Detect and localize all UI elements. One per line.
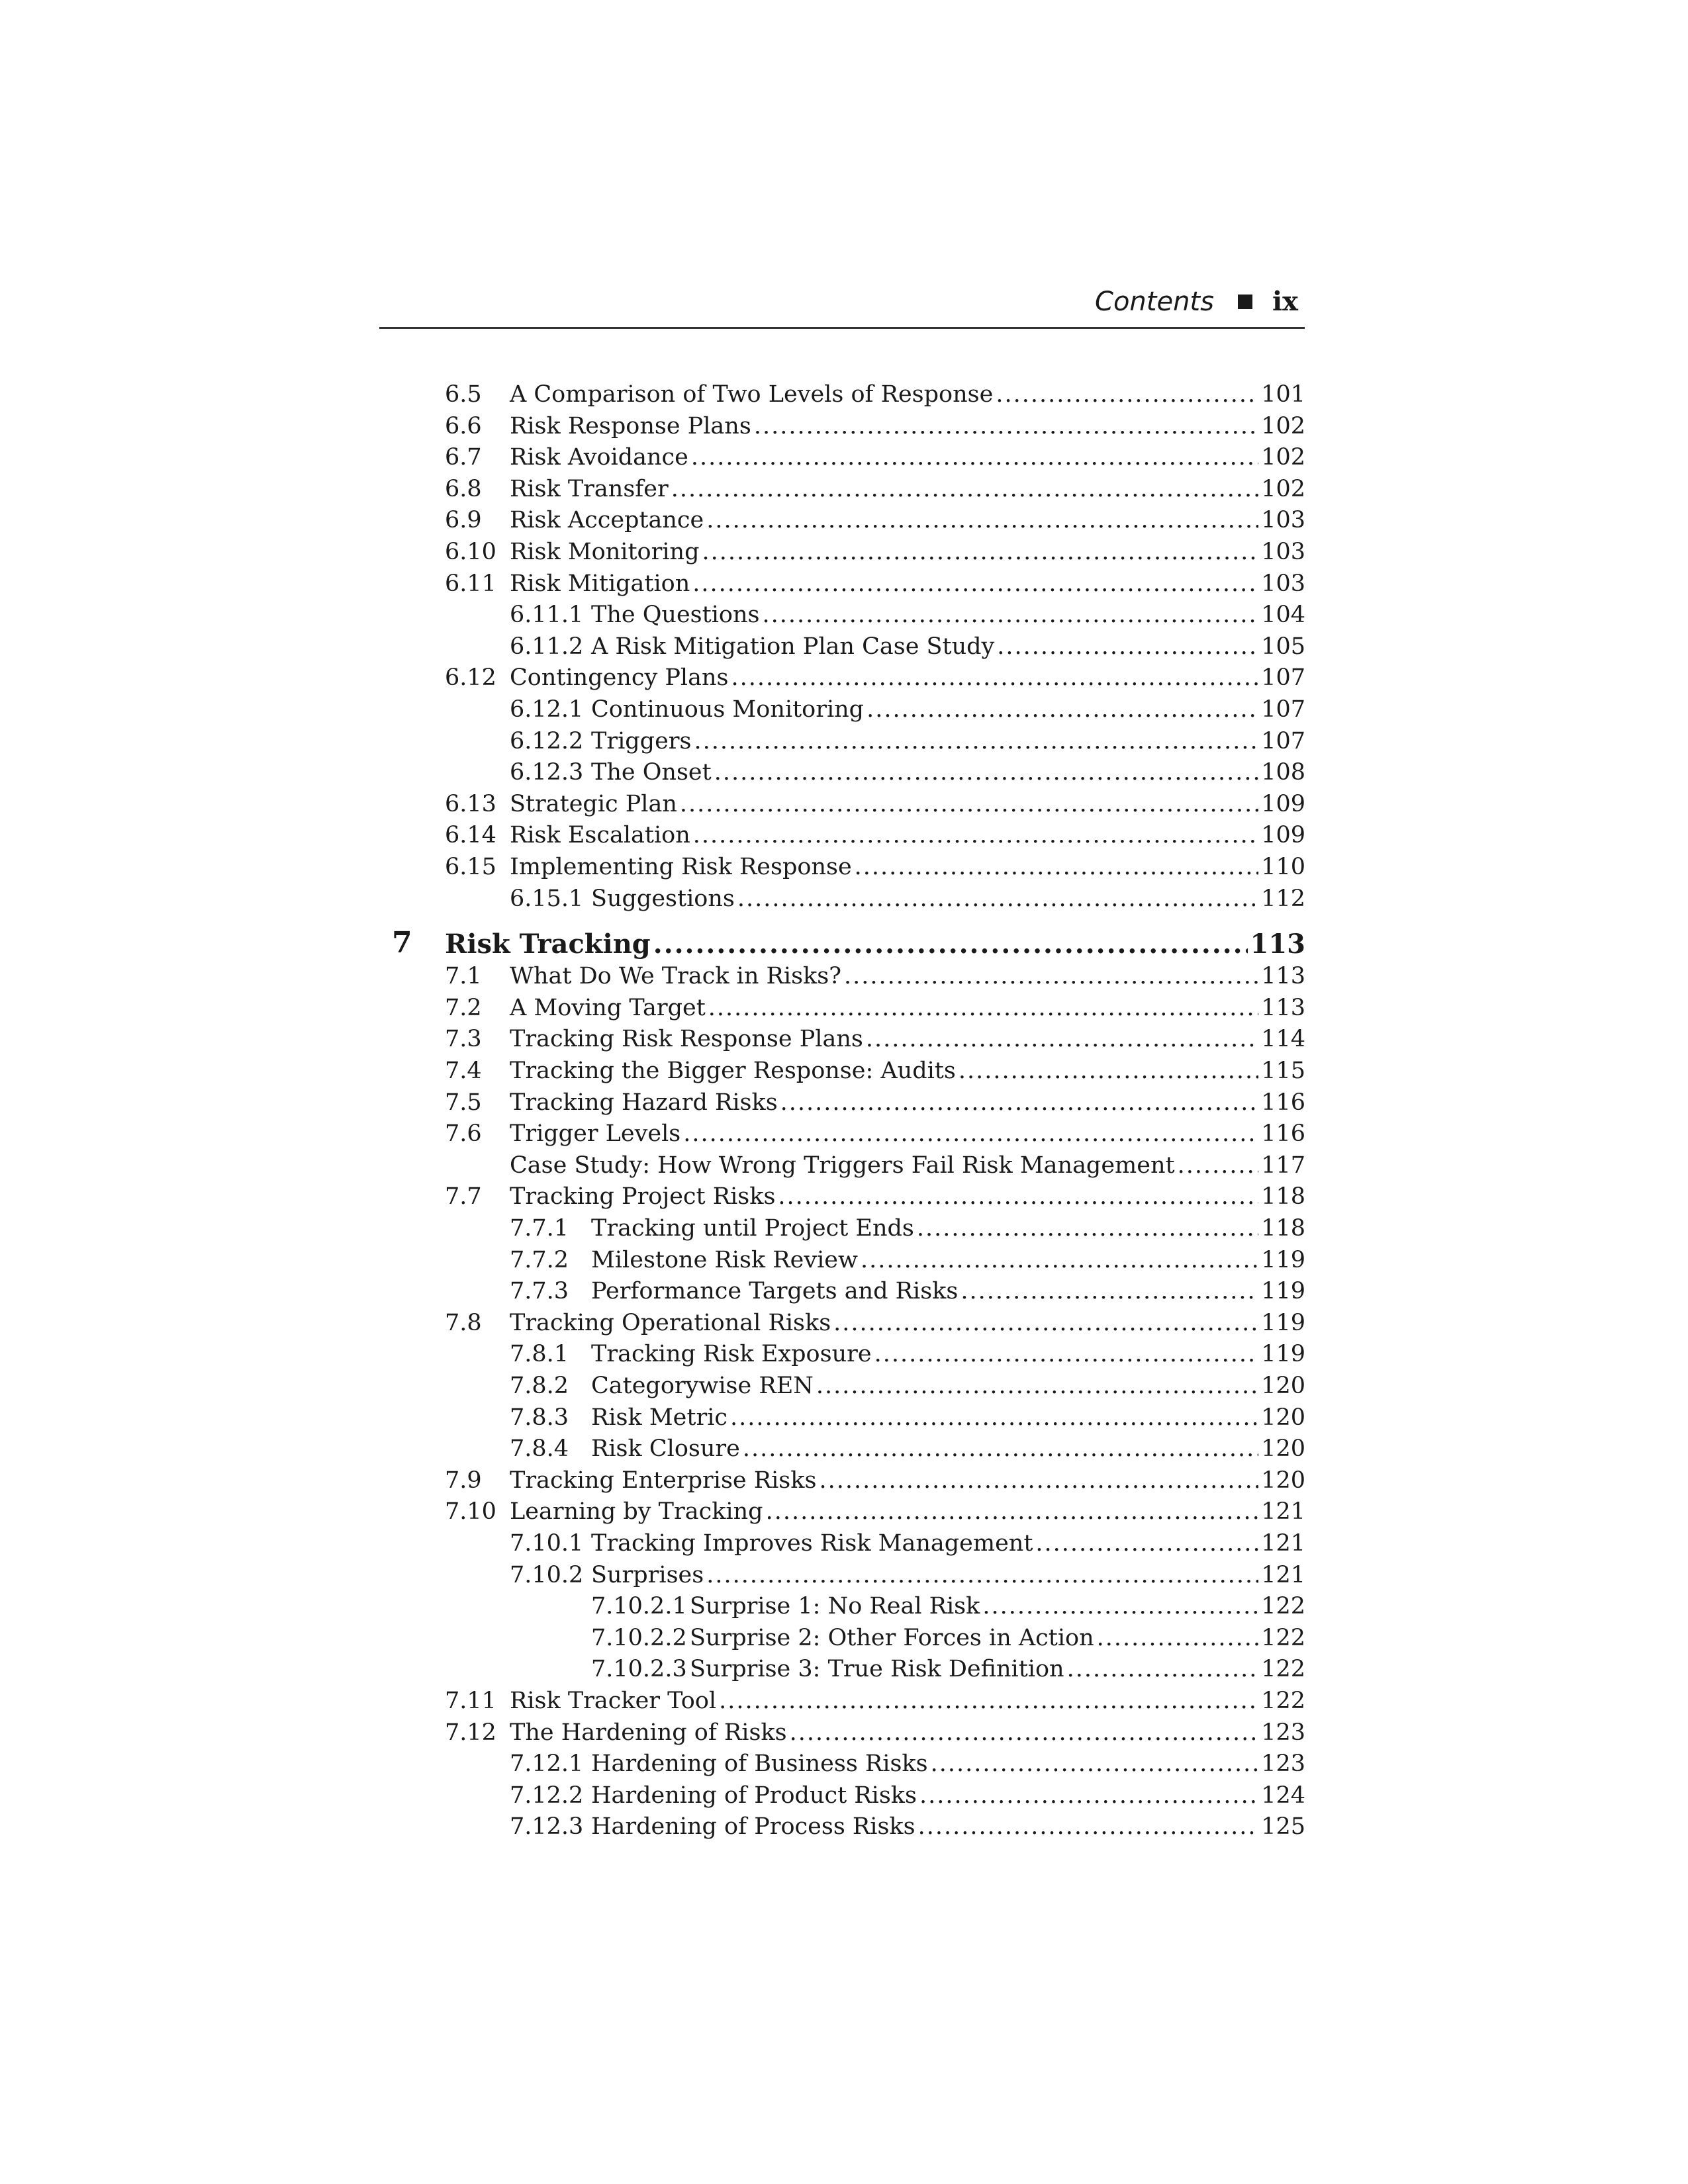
page-ref: 119	[1261, 1278, 1305, 1305]
entry-line	[591, 1338, 1305, 1370]
section-title: Risk Avoidance	[510, 444, 688, 471]
entry-line	[510, 1685, 1305, 1717]
entry-line	[510, 441, 1305, 473]
dot-leader	[692, 568, 1258, 600]
dot-leader	[931, 1748, 1259, 1780]
page-ref: 112	[1261, 885, 1305, 912]
section-number: 7.7.1	[510, 1215, 569, 1242]
section-title: Risk Metric	[591, 1404, 727, 1431]
section-title: Tracking Enterprise Risks	[510, 1467, 817, 1494]
toc-entry	[0, 1811, 1688, 1843]
page-ref: 117	[1261, 1152, 1305, 1179]
dot-leader	[694, 725, 1258, 757]
toc-entry	[0, 1150, 1688, 1181]
section-title: Tracking Project Risks	[510, 1183, 776, 1210]
dot-leader	[762, 599, 1258, 631]
entry-line	[510, 992, 1305, 1024]
page-ref: 116	[1261, 1120, 1305, 1148]
entry-line	[510, 1496, 1305, 1527]
section-title: Hardening of Product Risks	[591, 1782, 917, 1809]
toc-entry	[0, 1118, 1688, 1150]
toc-entry	[0, 1275, 1688, 1307]
dot-leader	[961, 1275, 1258, 1307]
toc-entry	[0, 568, 1688, 600]
running-header	[379, 283, 1305, 329]
entry-line	[510, 568, 1305, 600]
dot-leader	[819, 1465, 1258, 1496]
section-title: Learning by Tracking	[510, 1498, 763, 1525]
section-title: Performance Targets and Risks	[591, 1278, 959, 1305]
entry-line	[591, 1402, 1305, 1433]
toc-entry	[0, 1780, 1688, 1811]
dot-leader	[743, 1433, 1258, 1465]
entry-line	[690, 1653, 1305, 1685]
section-title: Categorywise REN	[591, 1373, 814, 1399]
page-ref: 118	[1261, 1215, 1305, 1242]
toc-entry	[0, 1496, 1688, 1527]
toc-entry	[0, 1023, 1688, 1055]
section-title: Risk Monitoring	[510, 539, 700, 565]
section-number: 7.3	[445, 1026, 482, 1053]
dot-leader	[737, 883, 1258, 915]
toc-entry	[0, 410, 1688, 442]
toc-entry	[0, 1685, 1688, 1717]
toc-entry	[0, 1370, 1688, 1402]
section-number: 7.10.1	[510, 1530, 584, 1557]
entry-line	[510, 1055, 1305, 1087]
page-ref: 122	[1261, 1656, 1305, 1683]
section-number: 6.11	[445, 570, 496, 597]
entry-line	[510, 1087, 1305, 1118]
page-ref: 115	[1261, 1058, 1305, 1084]
entry-line	[510, 1023, 1305, 1055]
page-ref: 122	[1261, 1688, 1305, 1714]
entry-line	[510, 851, 1305, 883]
entry-line	[591, 1433, 1305, 1465]
chapter-entry	[0, 926, 1688, 963]
toc-entry	[0, 1244, 1688, 1276]
section-title: Surprise 2: Other Forces in Action	[690, 1624, 1094, 1651]
section-title: Risk Acceptance	[510, 507, 704, 534]
page-ref: 107	[1261, 664, 1305, 692]
entry-line	[591, 1559, 1305, 1591]
page-ref: 122	[1261, 1624, 1305, 1651]
entry-line	[510, 410, 1305, 442]
page-ref: 103	[1261, 507, 1305, 534]
page-ref: 119	[1261, 1246, 1305, 1273]
entry-line	[510, 504, 1305, 536]
dot-leader	[731, 662, 1258, 694]
toc-entry	[0, 992, 1688, 1024]
dot-leader	[1178, 1150, 1259, 1181]
section-title: Risk Mitigation	[510, 570, 690, 597]
section-title: Tracking Operational Risks	[510, 1309, 831, 1336]
square-bullet-icon	[1238, 295, 1252, 309]
section-number: 7.8	[445, 1309, 482, 1336]
dot-leader	[997, 631, 1258, 662]
toc-entry	[0, 883, 1688, 915]
toc-entry	[0, 379, 1688, 410]
section-title: The Onset	[591, 759, 712, 786]
dot-leader	[844, 960, 1258, 992]
toc-entry	[0, 1181, 1688, 1212]
section-number: 6.15.1	[510, 885, 584, 912]
entry-line	[510, 1717, 1305, 1749]
section-title: Tracking Risk Response Plans	[510, 1026, 863, 1053]
section-title: Implementing Risk Response	[510, 854, 852, 880]
running-title: Contents	[1095, 286, 1214, 317]
entry-line	[591, 694, 1305, 725]
entry-line	[690, 1590, 1305, 1622]
section-number: 6.10	[445, 539, 496, 565]
toc-entry	[0, 1307, 1688, 1339]
toc-entry	[0, 819, 1688, 851]
toc-entry	[0, 504, 1688, 536]
toc-entry	[0, 756, 1688, 788]
section-number: 7.10.2.1	[591, 1593, 687, 1620]
page-ref: 113	[1261, 994, 1305, 1021]
entry-line	[510, 1181, 1305, 1212]
section-title: Strategic Plan	[510, 790, 677, 817]
dot-leader	[855, 851, 1259, 883]
section-number: 6.15	[445, 854, 496, 880]
toc-entry	[0, 725, 1688, 757]
entry-line	[591, 1748, 1305, 1780]
page-ref: 118	[1261, 1183, 1305, 1210]
toc-entry	[0, 1087, 1688, 1118]
page-ref: 119	[1261, 1341, 1305, 1368]
toc-entry	[0, 599, 1688, 631]
page-ref: 121	[1261, 1498, 1305, 1525]
dot-leader	[766, 1496, 1259, 1527]
entry-line	[591, 1212, 1305, 1244]
entry-line	[510, 1465, 1305, 1496]
section-number: 7.7.2	[510, 1246, 569, 1273]
section-title: Surprise 1: No Real Risk	[690, 1593, 980, 1620]
toc-entry	[0, 788, 1688, 820]
section-number: 6.11.2	[510, 633, 584, 660]
toc-entry	[0, 441, 1688, 473]
toc-entry	[0, 631, 1688, 662]
section-number: 6.12.3	[510, 759, 584, 786]
page-ref: 123	[1261, 1719, 1305, 1746]
dot-leader	[708, 992, 1258, 1024]
section-number: 7.10.2.3	[591, 1656, 687, 1683]
entry-line	[591, 1244, 1305, 1276]
toc-entry	[0, 694, 1688, 725]
dot-leader	[917, 1212, 1258, 1244]
page-ref: 105	[1261, 633, 1305, 660]
section-number: 7.10.2.2	[591, 1624, 687, 1651]
toc-entry	[0, 1653, 1688, 1685]
dot-leader	[778, 1181, 1258, 1212]
section-title: Surprises	[591, 1561, 704, 1588]
dot-leader	[833, 1307, 1258, 1339]
section-title: Risk Tracker Tool	[510, 1688, 717, 1714]
toc-entry	[0, 1559, 1688, 1591]
page-ref: 123	[1261, 1751, 1305, 1778]
toc-entry	[0, 473, 1688, 505]
page-ref: 120	[1261, 1404, 1305, 1431]
page-ref: 120	[1261, 1435, 1305, 1463]
entry-line	[591, 1811, 1305, 1843]
chapter-title: Risk Tracking	[445, 929, 651, 960]
section-number: 7.2	[445, 994, 482, 1021]
section-number: 6.6	[445, 412, 482, 439]
section-title: Hardening of Process Risks	[591, 1813, 915, 1841]
dot-leader	[706, 504, 1258, 536]
section-number: 6.12.1	[510, 696, 584, 723]
dot-leader	[874, 1338, 1259, 1370]
page-ref: 109	[1261, 790, 1305, 817]
section-title: What Do We Track in Risks?	[510, 963, 841, 990]
toc-entry	[0, 1748, 1688, 1780]
entry-line	[510, 1307, 1305, 1339]
section-number: 6.13	[445, 790, 496, 817]
entry-line	[591, 1370, 1305, 1402]
section-number: 7.11	[445, 1688, 496, 1714]
section-number: 7.12.2	[510, 1782, 584, 1809]
section-number: 7.4	[445, 1058, 482, 1084]
section-number: 6.9	[445, 507, 482, 534]
section-number: 7.9	[445, 1467, 482, 1494]
dot-leader	[730, 1402, 1258, 1433]
section-title: Trigger Levels	[510, 1120, 681, 1148]
entry-line	[510, 662, 1305, 694]
section-title: Tracking Risk Exposure	[591, 1341, 872, 1368]
dot-leader	[693, 819, 1258, 851]
section-number: 6.14	[445, 822, 496, 849]
section-number: 7.8.1	[510, 1341, 569, 1368]
section-title: Tracking Hazard Risks	[510, 1089, 778, 1116]
entry-line	[510, 1150, 1305, 1181]
dot-leader	[790, 1717, 1259, 1749]
section-title: Tracking the Bigger Response: Audits	[510, 1058, 956, 1084]
entry-line	[510, 536, 1305, 568]
entry-line	[510, 788, 1305, 820]
section-number: 7.5	[445, 1089, 482, 1116]
page-ref: 102	[1261, 444, 1305, 471]
toc-entry	[0, 851, 1688, 883]
section-number: 7.8.4	[510, 1435, 569, 1463]
entry-line	[591, 1275, 1305, 1307]
chapter-number: 7	[392, 926, 412, 960]
section-title: Risk Escalation	[510, 822, 690, 849]
toc-entry	[0, 1433, 1688, 1465]
section-number: 6.12.2	[510, 727, 584, 754]
section-title: A Risk Mitigation Plan Case Study	[591, 633, 995, 660]
dot-leader	[816, 1370, 1258, 1402]
section-number: 7.7.3	[510, 1278, 569, 1305]
section-number: 7.12	[445, 1719, 496, 1746]
section-number: 7.10	[445, 1498, 496, 1525]
entry-line	[591, 1780, 1305, 1811]
dot-leader	[780, 1087, 1259, 1118]
section-title: Contingency Plans	[510, 664, 729, 692]
dot-leader	[706, 1559, 1258, 1591]
dot-leader	[996, 379, 1258, 410]
section-title: Hardening of Business Risks	[591, 1751, 928, 1778]
dot-leader	[702, 536, 1259, 568]
dot-leader	[867, 694, 1258, 725]
section-number: 7.12.3	[510, 1813, 584, 1841]
dot-leader	[653, 926, 1248, 963]
section-number: 7.10.2	[510, 1561, 584, 1588]
page-ref: 125	[1261, 1813, 1305, 1841]
section-number: 6.8	[445, 475, 482, 502]
entry-line	[510, 960, 1305, 992]
page-ref: 119	[1261, 1309, 1305, 1336]
page-ref: 103	[1261, 570, 1305, 597]
entry-line	[510, 819, 1305, 851]
dot-leader	[680, 788, 1258, 820]
entry-line	[591, 756, 1305, 788]
section-number: 7.12.1	[510, 1751, 584, 1778]
toc-entry	[0, 1717, 1688, 1749]
page-ref: 107	[1261, 727, 1305, 754]
dot-leader	[866, 1023, 1258, 1055]
dot-leader	[1035, 1527, 1258, 1559]
section-title: Triggers	[591, 727, 692, 754]
section-title: A Comparison of Two Levels of Response	[510, 381, 994, 408]
entry-line	[591, 883, 1305, 915]
page-ref: 107	[1261, 696, 1305, 723]
section-number: 6.5	[445, 381, 482, 408]
page-ref: 104	[1261, 602, 1305, 629]
dot-leader	[919, 1780, 1258, 1811]
dot-leader	[671, 473, 1259, 505]
section-title: The Hardening of Risks	[510, 1719, 787, 1746]
entry-line	[591, 631, 1305, 662]
toc-entry	[0, 1402, 1688, 1433]
page-ref: 101	[1261, 381, 1305, 408]
section-number: 6.7	[445, 444, 482, 471]
section-number: 7.6	[445, 1120, 482, 1148]
entry-line	[445, 926, 1305, 963]
toc-entry	[0, 1055, 1688, 1087]
section-title: Tracking until Project Ends	[591, 1215, 914, 1242]
page-ref: 113	[1261, 963, 1305, 990]
section-title: A Moving Target	[510, 994, 706, 1021]
page-ref: 120	[1261, 1467, 1305, 1494]
entry-line	[510, 379, 1305, 410]
section-title: Case Study: How Wrong Triggers Fail Risk Management	[510, 1152, 1175, 1179]
section-title: Suggestions	[591, 885, 735, 912]
dot-leader	[918, 1811, 1259, 1843]
page-ref: 103	[1261, 539, 1305, 565]
entry-line	[510, 473, 1305, 505]
section-title: Continuous Monitoring	[591, 696, 865, 723]
page-ref: 102	[1261, 412, 1305, 439]
page-ref: 102	[1261, 475, 1305, 502]
section-title: Risk Transfer	[510, 475, 669, 502]
page-ref: 108	[1261, 759, 1305, 786]
page-ref: 113	[1250, 929, 1305, 960]
toc-entry	[0, 1338, 1688, 1370]
dot-leader	[861, 1244, 1258, 1276]
page-ref: 121	[1261, 1561, 1305, 1588]
dot-leader	[982, 1590, 1258, 1622]
section-title: Risk Response Plans	[510, 412, 751, 439]
dot-leader	[959, 1055, 1258, 1087]
toc-entry	[0, 1465, 1688, 1496]
page-ref: 116	[1261, 1089, 1305, 1116]
toc-entry	[0, 662, 1688, 694]
toc-entry	[0, 1212, 1688, 1244]
entry-line	[591, 725, 1305, 757]
dot-leader	[719, 1685, 1258, 1717]
page-ref: 121	[1261, 1530, 1305, 1557]
dot-leader	[1067, 1653, 1259, 1685]
entry-line	[510, 1118, 1305, 1150]
entry-line	[591, 1527, 1305, 1559]
page-ref: 110	[1261, 854, 1305, 880]
dot-leader	[754, 410, 1258, 442]
section-title: Milestone Risk Review	[591, 1246, 858, 1273]
page-ref: 120	[1261, 1373, 1305, 1399]
entry-line	[690, 1622, 1305, 1654]
toc-entry	[0, 536, 1688, 568]
section-number: 7.1	[445, 963, 482, 990]
page-ref: 122	[1261, 1593, 1305, 1620]
dot-leader	[1097, 1622, 1259, 1654]
page-number: ix	[1272, 286, 1298, 317]
page-ref: 114	[1261, 1026, 1305, 1053]
section-number: 7.7	[445, 1183, 482, 1210]
section-number: 6.11.1	[510, 602, 584, 629]
section-title: Risk Closure	[591, 1435, 740, 1463]
section-number: 7.8.3	[510, 1404, 569, 1431]
dot-leader	[714, 756, 1258, 788]
section-title: Tracking Improves Risk Management	[591, 1530, 1033, 1557]
section-title: The Questions	[591, 602, 760, 629]
toc-entry	[0, 1527, 1688, 1559]
toc-entry	[0, 960, 1688, 992]
page-ref: 124	[1261, 1782, 1305, 1809]
section-title: Surprise 3: True Risk Definition	[690, 1656, 1064, 1683]
dot-leader	[683, 1118, 1258, 1150]
header-content	[1095, 286, 1298, 317]
dot-leader	[691, 441, 1258, 473]
section-number: 6.12	[445, 664, 496, 692]
section-number: 7.8.2	[510, 1373, 569, 1399]
toc-entry	[0, 1622, 1688, 1654]
toc-entry	[0, 1590, 1688, 1622]
page-ref: 109	[1261, 822, 1305, 849]
entry-line	[591, 599, 1305, 631]
